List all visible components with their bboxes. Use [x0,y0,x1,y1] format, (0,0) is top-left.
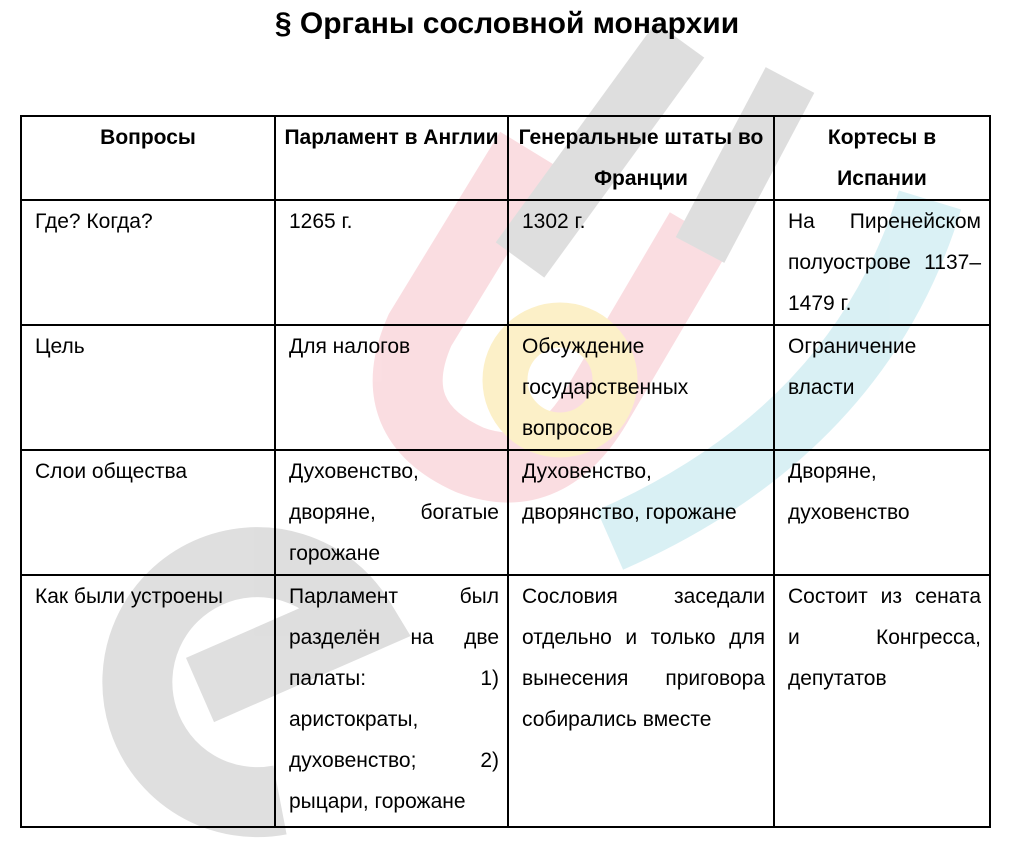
table-row [21,450,990,575]
table-row [21,325,990,450]
header-cortes-spain: Кортесы в Испании [774,116,990,200]
cell-france: 1302 г. [508,200,774,325]
cell-england: Парламент был разделён на две палаты: 1) аристократы, духовенство; 2) рыцари, горожане [275,575,508,827]
comparison-table [20,115,991,828]
row-label-social-layers: Слои общества [21,450,275,575]
cell-spain: Ограничение власти [774,325,990,450]
cell-england: 1265 г. [275,200,508,325]
page-title: § Органы сословной монархии [274,7,740,40]
table-header-row [21,116,990,200]
header-estates-general-france: Генеральные штаты во Франции [508,116,774,200]
cell-france: Духовенство, дворянство, горожане [508,450,774,575]
header-parliament-england: Парламент в Англии [275,116,508,200]
header-questions: Вопросы [21,116,275,200]
cell-spain: Дворяне, духовенство [774,450,990,575]
cell-spain: На Пиренейском полуострове 1137–1479 г. [774,200,990,325]
cell-england: Духовенство, дворяне, богатые горожане [275,450,508,575]
table-row [21,575,990,827]
row-label-where-when: Где? Когда? [21,200,275,325]
table-row [21,200,990,325]
cell-england: Для налогов [275,325,508,450]
row-label-goal: Цель [21,325,275,450]
cell-france: Обсуждение государственных вопросов [508,325,774,450]
cell-spain: Состоит из сената и Конгресса, депутатов [774,575,990,827]
row-label-structure: Как были устроены [21,575,275,827]
cell-france: Сословия заседали отдельно и только для вынесения приговора собирались вместе [508,575,774,827]
